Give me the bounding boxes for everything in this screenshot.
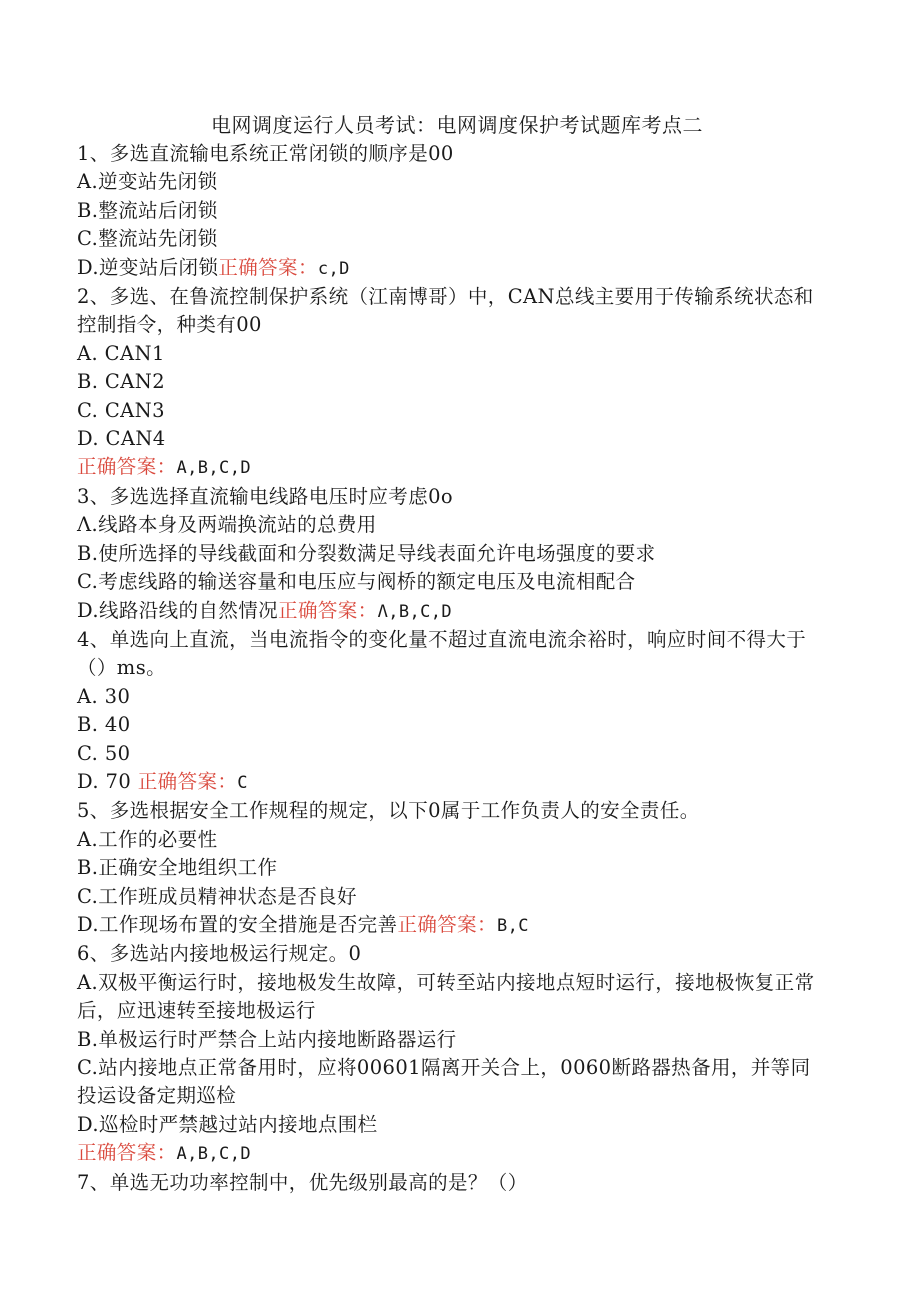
answer-value: A,B,C,D — [176, 458, 251, 479]
answer-label: 正确答案： — [77, 455, 177, 479]
option-d: D. CAN4 — [77, 427, 166, 451]
question-stem: 6、多选站内接地极运行规定。0 — [77, 942, 362, 966]
question-stem: 2、多选、在鲁流控制保护系统（江南博哥）中，CAN总线主要用于传输系统状态和控制指令，种类有00 — [77, 285, 814, 337]
answer-line — [77, 453, 837, 482]
option-a: A. 30 — [77, 684, 131, 708]
option-d: D. 70 — [77, 769, 132, 793]
answer-label: 正确答案： — [397, 912, 497, 936]
question-stem: 1、多选直流输电系统正常闭锁的顺序是00 — [77, 142, 454, 165]
option-c: C.站内接地点正常备用时，应将00601隔离开关合上，0060断路器热备用，并等同投运设备定期巡检 — [77, 1056, 811, 1108]
option-d: D.逆变站后闭锁 — [77, 255, 219, 279]
option-b: B. 40 — [77, 713, 131, 737]
answer-value: Λ,B,C,D — [377, 601, 453, 622]
answer-value: A,B,C,D — [176, 1144, 251, 1165]
document-page — [77, 110, 837, 1197]
option-c: C. CAN3 — [77, 398, 165, 422]
option-b: B.整流站后闭锁 — [77, 198, 218, 222]
answer-label: 正确答案： — [137, 769, 238, 793]
option-d: D.工作现场布置的安全措施是否完善 — [77, 912, 398, 936]
option-c: C. 50 — [77, 741, 131, 765]
option-b: B. CAN2 — [77, 370, 165, 394]
option-d-with-answer — [77, 768, 837, 797]
option-b: B.使所选择的导线截面和分裂数满足导线表面允许电场强度的要求 — [77, 541, 656, 565]
option-c: C.考虑线路的输送容量和电压应与阀桥的额定电压及电流相配合 — [77, 570, 636, 594]
page-title: 电网调度运行人员考试：电网调度保护考试题库考点二 — [211, 113, 703, 137]
option-a: Λ.线路本身及两端换流站的总费用 — [77, 513, 377, 537]
option-a: A.双极平衡运行时，接地极发生故障，可转至站内接地点短时运行，接地极恢复正常后，应迅速转至接地极运行 — [77, 970, 815, 1023]
option-d-with-answer — [77, 911, 837, 940]
option-d: D.线路沿线的自然情况 — [77, 598, 279, 622]
answer-label: 正确答案： — [77, 1141, 177, 1165]
answer-line — [77, 1139, 837, 1168]
option-a: A. CAN1 — [77, 341, 165, 365]
option-b: B.正确安全地组织工作 — [77, 856, 278, 880]
option-b: B.单极运行时严禁合上站内接地断路器运行 — [77, 1027, 457, 1051]
question-stem: 5、多选根据安全工作规程的规定，以下0属于工作负责人的安全责任。 — [77, 799, 700, 823]
option-d: D.巡检时严禁越过站内接地点围栏 — [77, 1112, 378, 1136]
option-a: A.逆变站先闭锁 — [77, 170, 218, 194]
option-d-with-answer — [77, 597, 837, 626]
answer-value: c,D — [317, 258, 350, 279]
option-c: C.工作班成员精神状态是否良好 — [77, 884, 357, 908]
question-stem: 3、多选选择直流输电线路电压时应考虑0o — [77, 484, 454, 508]
answer-value: B,C — [496, 915, 529, 936]
answer-label: 正确答案： — [278, 598, 378, 622]
answer-label: 正确答案： — [218, 255, 318, 279]
answer-value: C — [237, 772, 248, 793]
option-c: C.整流站先闭锁 — [77, 227, 218, 251]
option-d-with-answer — [77, 254, 837, 283]
option-a: A.工作的必要性 — [77, 827, 218, 851]
question-stem: 4、单选向上直流，当电流指令的变化量不超过直流电流余裕时，响应时间不得大于（）ms。 — [77, 627, 807, 680]
question-stem: 7、单选无功功率控制中，优先级别最高的是？（） — [77, 1170, 528, 1194]
